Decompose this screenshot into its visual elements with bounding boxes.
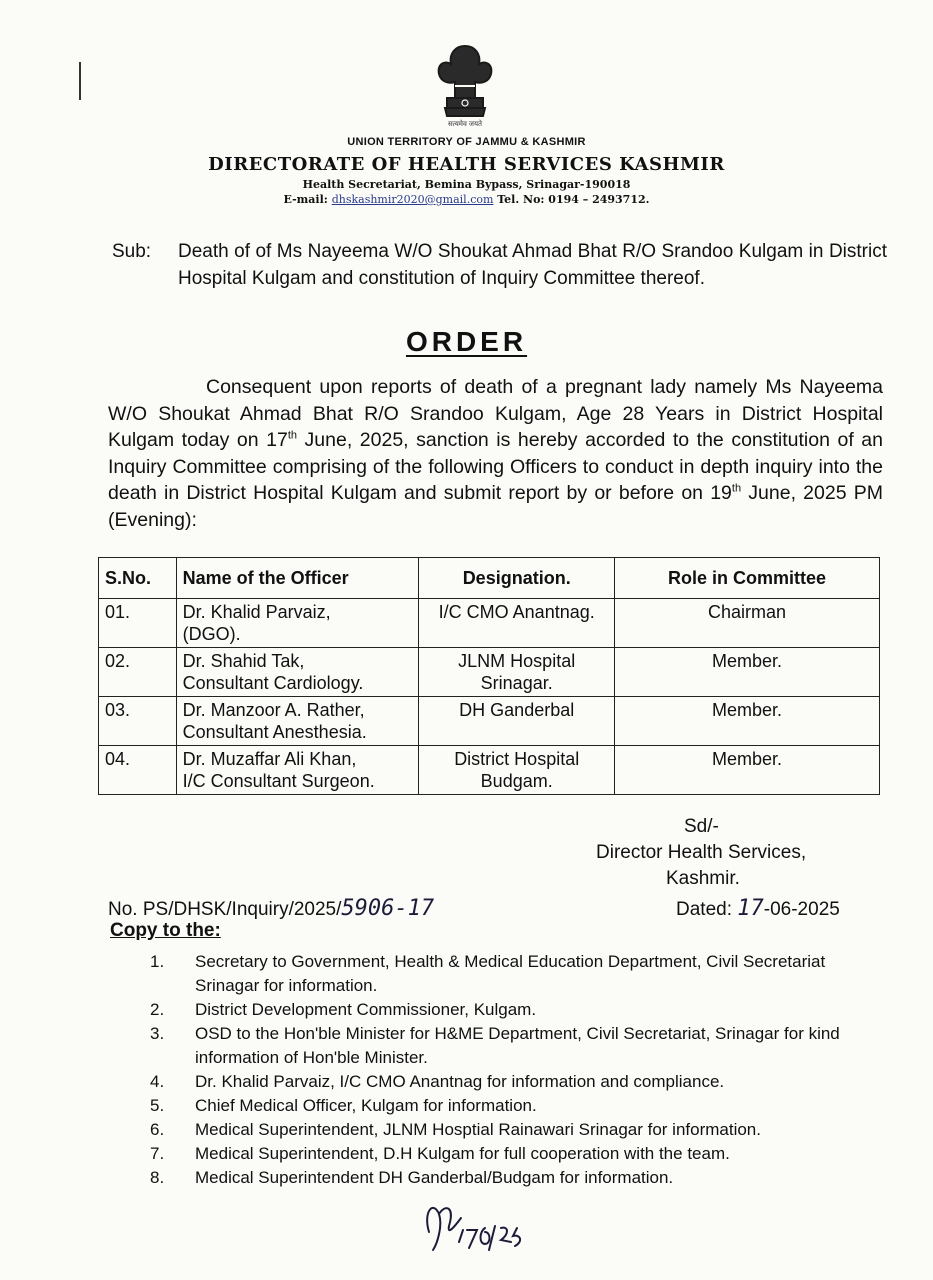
table-row — [99, 746, 880, 795]
list-item-number: 2. — [150, 1000, 165, 1019]
list-item-text: Dr. Khalid Parvaiz, I/C CMO Anantnag for information and compliance. — [195, 1072, 725, 1091]
cell-name — [176, 599, 419, 648]
cell-sno: 02. — [99, 648, 177, 697]
emblem-motto: सत्यमेव जयते — [447, 121, 483, 128]
officer-name: Dr. Shahid Tak, — [182, 651, 305, 671]
list-item-number: 5. — [150, 1096, 165, 1115]
reference-number-handwritten: 5906-17 — [341, 896, 435, 921]
contact-line — [0, 193, 933, 206]
header-sno: S.No. — [99, 558, 177, 599]
body-sup-1: th — [287, 429, 298, 442]
officer-post: Consultant Anesthesia. — [182, 722, 367, 742]
designation-line-1: JLNM Hospital — [458, 651, 576, 671]
union-territory-heading: UNION TERRITORY OF JAMMU & KASHMIR — [347, 136, 586, 148]
body-text-1: Consequent upon reports of death of a pregnant lady namely Ms Nayeema W/O Shoukat Ahmad Bhat R/O Srandoo Kulgam, Age 28 Years in District Hospital Kulgam today on 17 — [108, 376, 883, 451]
cell-name — [176, 697, 419, 746]
order-body — [108, 374, 883, 533]
designation-line-1: District Hospital — [454, 749, 580, 769]
list-item-number: 8. — [150, 1168, 165, 1187]
list-item-number: 1. — [150, 952, 165, 971]
table-header-row — [99, 558, 880, 599]
designation-line-1: DH Ganderbal — [459, 700, 575, 720]
officer-name: Dr. Khalid Parvaiz, — [182, 602, 331, 622]
directorate-address: Health Secretariat, Bemina Bypass, Srinagar-190018 — [302, 178, 631, 191]
signatory-title: Director Health Services, — [596, 842, 807, 863]
list-item-number: 6. — [150, 1120, 165, 1139]
designation-line-2: Budgam. — [480, 771, 553, 791]
cell-role: Member. — [614, 648, 879, 697]
table-row — [99, 648, 880, 697]
list-item — [150, 1118, 880, 1142]
copy-to-heading: Copy to the: — [110, 920, 221, 941]
cell-sno: 04. — [99, 746, 177, 795]
list-item-number: 4. — [150, 1072, 165, 1091]
cell-sno: 03. — [99, 697, 177, 746]
subject-text: Death of of Ms Nayeema W/O Shoukat Ahmad Bhat R/O Srandoo Kulgam in District Hospital Kulgam and constitution of Inquiry Committee thereof. — [178, 241, 887, 289]
dated-label: Dated: — [676, 899, 732, 920]
header-designation: Designation. — [419, 558, 615, 599]
cell-designation — [419, 697, 615, 746]
officer-name: Dr. Muzaffar Ali Khan, — [182, 749, 357, 769]
cell-designation — [419, 746, 615, 795]
initials-signature-icon — [415, 1192, 555, 1267]
order-title-text: ORDER — [405, 326, 528, 357]
list-item — [150, 1094, 880, 1118]
list-item-text: Secretary to Government, Health & Medical Education Department, Civil Secretariat Srinagar for information. — [195, 952, 826, 995]
officer-post: (DGO). — [182, 624, 241, 644]
dated-line — [676, 896, 840, 921]
subject-block — [112, 238, 887, 292]
cell-name — [176, 746, 419, 795]
reference-number — [108, 896, 434, 921]
list-item — [150, 1022, 880, 1070]
cell-designation — [419, 599, 615, 648]
cell-role: Member. — [614, 746, 879, 795]
list-item — [150, 1070, 880, 1094]
table-row — [99, 599, 880, 648]
list-item — [150, 950, 880, 998]
telephone: Tel. No: 0194 – 2493712. — [497, 193, 650, 206]
dated-handwritten-day: 17 — [737, 896, 764, 921]
reference-number-label: No. PS/DHSK/Inquiry/2025/ — [108, 899, 342, 920]
cell-role: Member. — [614, 697, 879, 746]
table-row — [99, 697, 880, 746]
directorate-heading: DIRECTORATE OF HEALTH SERVICES KASHMIR — [208, 154, 725, 175]
list-item — [150, 1142, 880, 1166]
list-item-text: Chief Medical Officer, Kulgam for information. — [195, 1096, 537, 1115]
officer-post: I/C Consultant Surgeon. — [182, 771, 375, 791]
list-item-text: Medical Superintendent, D.H Kulgam for full cooperation with the team. — [195, 1144, 730, 1163]
list-item-text: Medical Superintendent DH Ganderbal/Budgam for information. — [195, 1168, 674, 1187]
list-item-number: 3. — [150, 1024, 165, 1043]
designation-line-1: I/C CMO Anantnag. — [438, 602, 595, 622]
header-name: Name of the Officer — [176, 558, 419, 599]
header-role: Role in Committee — [614, 558, 879, 599]
body-text-2: June, 2025, sanction is hereby accorded to the constitution of an Inquiry Committee comprising of the following Officers to conduct in depth inquiry into the death in District Hospital Kulgam and submit report by or before on 19 — [108, 429, 883, 504]
cell-name — [176, 648, 419, 697]
list-item-number: 7. — [150, 1144, 165, 1163]
list-item-text: District Development Commissioner, Kulgam. — [195, 1000, 537, 1019]
list-item-text: Medical Superintendent, JLNM Hosptial Rainawari Srinagar for information. — [195, 1120, 761, 1139]
body-text-3: June, 2025 PM (Evening): — [108, 482, 883, 531]
cell-designation — [419, 648, 615, 697]
list-item — [150, 1166, 880, 1190]
order-title — [0, 326, 933, 358]
officer-post: Consultant Cardiology. — [182, 673, 364, 693]
subject-label: Sub: — [112, 241, 152, 262]
body-sup-2: th — [731, 482, 742, 495]
signatory-place: Kashmir. — [666, 868, 740, 889]
margin-mark — [79, 62, 81, 100]
copy-to-list — [150, 950, 880, 1190]
cell-role: Chairman — [614, 599, 879, 648]
officer-name: Dr. Manzoor A. Rather, — [182, 700, 365, 720]
designation-line-2: Srinagar. — [480, 673, 553, 693]
committee-table — [98, 557, 880, 795]
list-item — [150, 998, 880, 1022]
email-label: E-mail: — [283, 193, 328, 206]
cell-sno: 01. — [99, 599, 177, 648]
list-item-text: OSD to the Hon'ble Minister for H&ME Department, Civil Secretariat, Srinagar for kind information of Hon'ble Minister. — [195, 1024, 840, 1067]
dated-rest: -06-2025 — [763, 899, 840, 920]
email-link[interactable]: dhskashmir2020@gmail.com — [331, 193, 494, 206]
signed-mark: Sd/- — [684, 816, 719, 837]
